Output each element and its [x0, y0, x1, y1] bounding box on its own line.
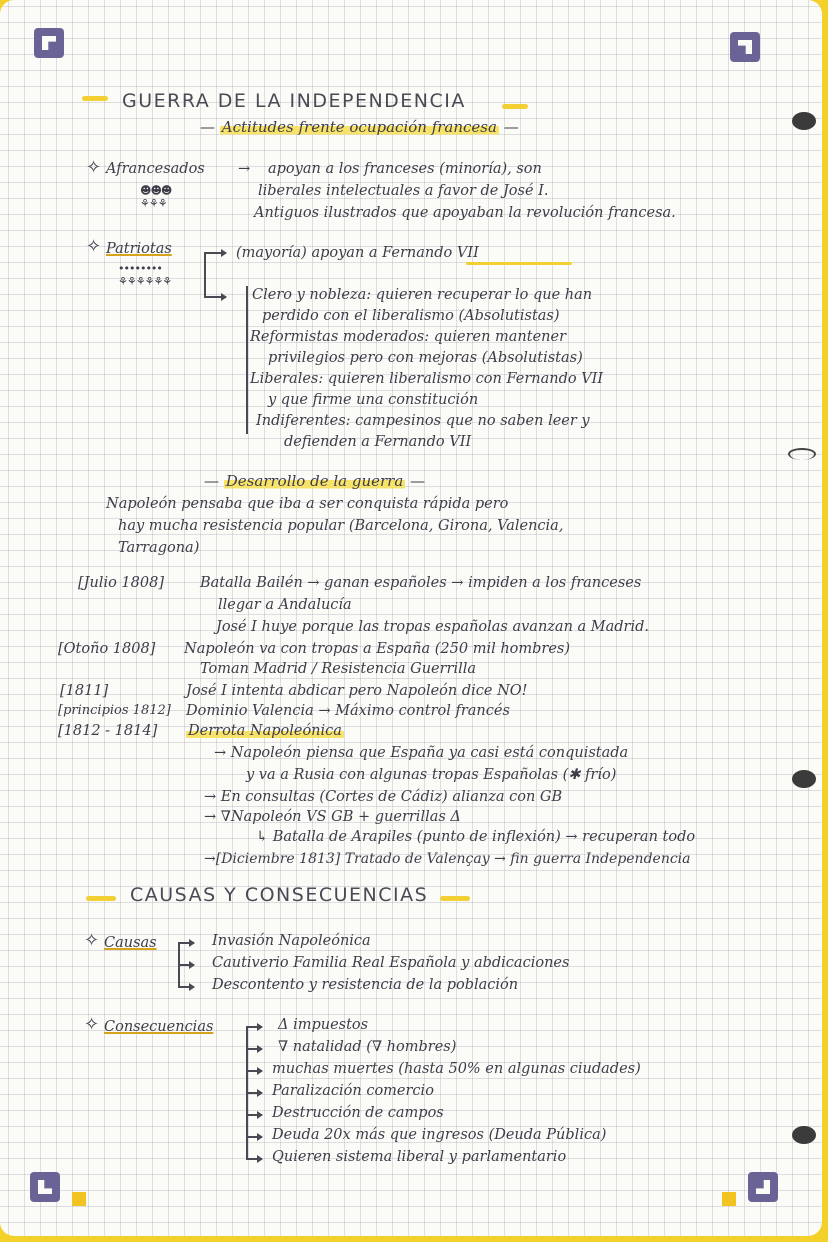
crowd-icon-small: ☻☻☻ ⚘⚘⚘ [140, 184, 172, 210]
liberales-line-1: Liberales: quieren liberalismo con Fernando VII [250, 371, 604, 387]
derrota-line: →[Diciembre 1813] Tratado de Valençay → fin guerra Independencia [204, 851, 691, 867]
yellow-square-right [722, 1192, 736, 1206]
causas-consecuencias-title: CAUSAS Y CONSECUENCIAS [130, 884, 429, 906]
derrota-line: y va a Rusia con algunas tropas Españolas (✱ frío) [246, 767, 617, 783]
title-dash-right [502, 104, 528, 109]
derrota-line: ↳ Batalla de Arapiles (punto de inflexión) → recuperan todo [256, 829, 696, 845]
patriotas-arrow-2 [204, 296, 226, 298]
indiferentes-line-1: Indiferentes: campesinos que no saben leer y [256, 413, 590, 429]
derrota-line: → Napoleón piensa que España ya casi está conquistada [214, 745, 629, 761]
desarrollo-p3: Tarragona) [118, 540, 200, 556]
timeline-date: [principios 1812] [58, 703, 171, 718]
sparkle-icon: ✧ [86, 236, 102, 257]
causas-title-dash-left [86, 896, 116, 901]
desarrollo-p1: Napoleón pensaba que iba a ser conquista rápida pero [106, 496, 509, 512]
page-title: GUERRA DE LA INDEPENDENCIA [122, 90, 466, 112]
timeline-text: José I intenta abdicar pero Napoleón dice NO! [186, 683, 528, 699]
consecuencia-item: Quieren sistema liberal y parlamentario [272, 1149, 567, 1165]
sparkle-icon: ✧ [86, 157, 102, 178]
timeline-text: llegar a Andalucía [218, 597, 352, 613]
derrota-line: → En consultas (Cortes de Cádiz) alianza con GB [204, 789, 563, 805]
consecuencia-item: muchas muertes (hasta 50% en algunas ciudades) [272, 1061, 641, 1077]
desarrollo-p2: hay mucha resistencia popular (Barcelona, Girona, Valencia, [118, 518, 564, 534]
derrota-line: → ∇Napoleón VS GB + guerrillas Δ [204, 809, 461, 825]
consecuencias-arrow [246, 1048, 262, 1050]
causas-title-dash-right [440, 896, 470, 901]
causa-item: Descontento y resistencia de la población [212, 977, 519, 993]
consecuencia-item: Δ impuestos [278, 1017, 369, 1033]
patriotas-arrow-1 [204, 252, 226, 254]
fernando-underline [466, 262, 572, 265]
causas-arrow [178, 986, 194, 988]
subtitle-text: Actitudes frente ocupación francesa [221, 118, 497, 136]
corner-mark-bottom-left [30, 1172, 60, 1202]
indiferentes-line-2: defienden a Fernando VII [284, 434, 472, 450]
binder-hole [792, 770, 816, 788]
page-subtitle: — Actitudes frente ocupación francesa — [200, 118, 519, 136]
clero-line-2: perdido con el liberalismo (Absolutistas) [262, 308, 560, 324]
timeline-text: Napoleón va con tropas a España (250 mil hombres) [184, 641, 571, 657]
yellow-square-left [72, 1192, 86, 1206]
binder-hole [792, 1126, 816, 1144]
causa-item: Invasión Napoleónica [212, 933, 371, 949]
causas-arrow [178, 964, 194, 966]
timeline-text: Derrota Napoleónica [188, 723, 342, 739]
consecuencias-arrow [246, 1136, 262, 1138]
consecuencias-arrow [246, 1158, 262, 1160]
consecuencia-item: ∇ natalidad (∇ hombres) [278, 1039, 457, 1055]
corner-mark-top-right [730, 32, 760, 62]
corner-mark-top-left [34, 28, 64, 58]
timeline-date: [Julio 1808] [78, 575, 164, 591]
timeline-date: [Otoño 1808] [58, 641, 156, 657]
afrancesados-line-2: liberales intelectuales a favor de José I. [258, 183, 549, 199]
patriotas-line-1-text: (mayoría) apoyan a Fernando VII [236, 245, 479, 261]
consecuencias-label: Consecuencias [104, 1019, 214, 1035]
causa-item: Cautiverio Familia Real Española y abdicaciones [212, 955, 570, 971]
consecuencia-item: Destrucción de campos [272, 1105, 444, 1121]
consecuencias-arrow [246, 1070, 262, 1072]
desarrollo-heading-text: Desarrollo de la guerra [225, 472, 404, 490]
causas-label: Causas [104, 935, 157, 951]
liberales-line-2: y que firme una constitución [268, 392, 479, 408]
reform-line-1: Reformistas moderados: quieren mantener [250, 329, 567, 345]
patriotas-sub-bracket [246, 286, 248, 434]
corner-mark-bottom-right [748, 1172, 778, 1202]
timeline-text: Dominio Valencia → Máximo control francés [186, 703, 510, 719]
desarrollo-heading: — Desarrollo de la guerra — [204, 472, 426, 490]
timeline-text: José I huye porque las tropas españolas avanzan a Madrid. [216, 619, 650, 635]
afrancesados-line-1: apoyan a los franceses (minoría), son [268, 161, 542, 177]
binder-hole [788, 448, 816, 460]
crowd-icon-large: •••••••• ⚘⚘⚘⚘⚘⚘ [118, 262, 172, 288]
sparkle-icon: ✧ [84, 1014, 100, 1035]
patriotas-label: Patriotas [106, 241, 172, 257]
title-dash-left [82, 96, 108, 101]
consecuencias-arrow [246, 1092, 262, 1094]
timeline-date: [1811] [60, 683, 109, 699]
afrancesados-label: Afrancesados [106, 161, 205, 177]
reform-line-2: privilegios pero con mejoras (Absolutistas) [268, 350, 583, 366]
patriotas-bracket [204, 252, 206, 296]
binder-hole [792, 112, 816, 130]
timeline-text: Toman Madrid / Resistencia Guerrilla [200, 661, 477, 677]
afrancesados-line-3: Antiguos ilustrados que apoyaban la revolución francesa. [254, 205, 676, 221]
timeline-text: Batalla Bailén → ganan españoles → impiden a los franceses [200, 575, 642, 591]
consecuencias-arrow [246, 1114, 262, 1116]
consecuencia-item: Paralización comercio [272, 1083, 434, 1099]
consecuencias-arrow [246, 1026, 262, 1028]
sparkle-icon: ✧ [84, 930, 100, 951]
causas-arrow [178, 942, 194, 944]
timeline-date: [1812 - 1814] [58, 723, 158, 739]
patriotas-line-1 [236, 246, 479, 261]
consecuencia-item: Deuda 20x más que ingresos (Deuda Pública) [272, 1127, 607, 1143]
afrancesados-arrow: → [238, 161, 251, 177]
clero-line-1: Clero y nobleza: quieren recuperar lo que han [252, 287, 593, 303]
